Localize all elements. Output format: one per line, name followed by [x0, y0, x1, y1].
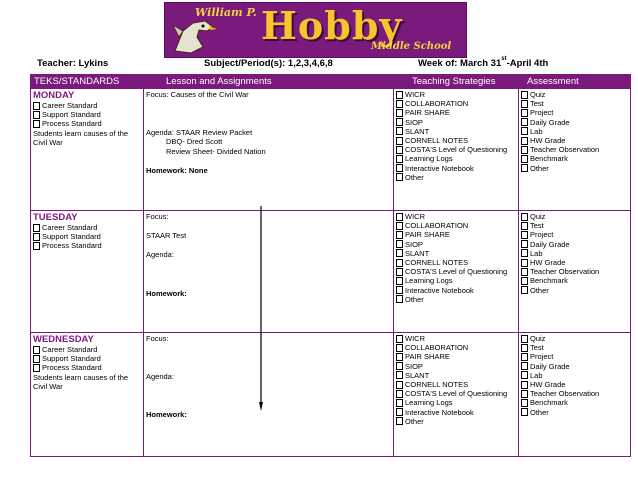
checkbox-icon [396, 353, 403, 361]
strategies-cell [394, 89, 519, 211]
teks-note: Students learn causes of the Civil War [33, 128, 129, 147]
strategy-checkbox[interactable]: COLLABORATION [396, 99, 516, 108]
strategy-checkbox[interactable]: Other [396, 295, 516, 304]
checkbox-icon [396, 335, 403, 343]
checkbox-icon [521, 222, 528, 230]
strategies-cell [394, 211, 519, 333]
standard-checkbox[interactable]: Career Standard [33, 223, 141, 232]
strategy-checkbox[interactable]: Interactive Notebook [396, 164, 516, 173]
assessment-checkbox[interactable]: Lab [521, 127, 628, 136]
agenda-item: DBQ- Dred Scott [166, 137, 223, 147]
assessment-checkbox[interactable]: Test [521, 221, 628, 230]
assessment-checkbox[interactable]: Other [521, 164, 628, 173]
table-row [31, 89, 631, 211]
assessment-checkbox[interactable]: HW Grade [521, 136, 628, 145]
assessment-checkbox[interactable]: Quiz [521, 90, 628, 99]
lesson-plan-table [30, 74, 631, 457]
checkbox-icon [396, 109, 403, 117]
day-name: TUESDAY [33, 212, 78, 223]
logo-line1: William P. [195, 6, 257, 19]
teacher-label: Teacher: Lykins [37, 58, 109, 69]
strategy-checkbox[interactable]: Interactive Notebook [396, 286, 516, 295]
strategy-checkbox[interactable]: PAIR SHARE [396, 352, 516, 361]
lesson-cell [144, 333, 394, 457]
strategy-checkbox[interactable]: COLLABORATION [396, 343, 516, 352]
checkbox-icon [521, 146, 528, 154]
checkbox-icon [396, 371, 403, 379]
standard-checkbox[interactable]: Process Standard [33, 119, 141, 128]
checkbox-icon [521, 344, 528, 352]
checkbox-icon [396, 390, 403, 398]
logo-title: Hobby [261, 3, 403, 48]
checkbox-icon [521, 390, 528, 398]
checkbox-icon [521, 240, 528, 248]
checkbox-icon [521, 371, 528, 379]
lesson-cell [144, 211, 394, 333]
standard-checkbox[interactable]: Career Standard [33, 101, 141, 110]
week-superscript: st [501, 56, 507, 62]
checkbox-icon [521, 155, 528, 163]
checkbox-icon [396, 408, 403, 416]
assessment-checkbox[interactable]: Project [521, 352, 628, 361]
assessment-checkbox[interactable]: Teacher Observation [521, 145, 628, 154]
checkbox-icon [396, 127, 403, 135]
checkbox-icon [521, 137, 528, 145]
checkbox-icon [396, 240, 403, 248]
homework-text: Homework: None [146, 165, 208, 175]
checkbox-icon [396, 118, 403, 126]
assessment-checkbox[interactable]: Daily Grade [521, 240, 628, 249]
strategy-checkbox[interactable]: COLLABORATION [396, 221, 516, 230]
column-header: Teaching Strategies [394, 75, 519, 89]
standard-checkbox[interactable]: Support Standard [33, 110, 141, 119]
checkbox-icon [396, 213, 403, 221]
checkbox-icon [521, 286, 528, 294]
strategy-checkbox[interactable]: PAIR SHARE [396, 230, 516, 239]
focus-text: Focus: [146, 212, 169, 221]
standard-checkbox[interactable]: Support Standard [33, 232, 141, 241]
checkbox-icon [33, 102, 40, 110]
eagle-mascot-icon [169, 13, 221, 57]
strategy-checkbox[interactable]: Learning Logs [396, 154, 516, 163]
checkbox-icon [521, 381, 528, 389]
column-header: Assessment [519, 75, 631, 89]
checkbox-icon [396, 344, 403, 352]
strategy-checkbox[interactable]: COSTA'S Level of Questioning [396, 145, 516, 154]
column-header: TEKS/STANDARDS [31, 75, 144, 89]
school-logo [164, 2, 467, 58]
focus-text: Focus: Causes of the Civil War [146, 90, 249, 99]
checkbox-icon [396, 362, 403, 370]
strategy-checkbox[interactable]: CORNELL NOTES [396, 136, 516, 145]
checkbox-icon [396, 137, 403, 145]
checkbox-icon [396, 381, 403, 389]
homework-text: Homework: [146, 410, 187, 420]
checkbox-icon [396, 100, 403, 108]
assessment-checkbox[interactable]: Quiz [521, 334, 628, 343]
checkbox-icon [521, 118, 528, 126]
week-prefix: Week of: March 31 [418, 58, 502, 69]
standard-checkbox[interactable]: Career Standard [33, 345, 141, 354]
checkbox-icon [521, 335, 528, 343]
focus-text: Focus: [146, 334, 169, 343]
checkbox-icon [33, 224, 40, 232]
strategy-checkbox[interactable]: CORNELL NOTES [396, 380, 516, 389]
agenda-item: Review Sheet- Divided Nation [166, 146, 266, 156]
checkbox-icon [396, 164, 403, 172]
agenda-text: Agenda: STAAR Review Packet [146, 128, 253, 138]
assessment-checkbox[interactable]: HW Grade [521, 258, 628, 267]
agenda-text: Agenda: [146, 372, 174, 382]
checkbox-icon [33, 111, 40, 119]
checkbox-icon [396, 155, 403, 163]
checkbox-icon [521, 164, 528, 172]
assessment-checkbox[interactable]: Benchmark [521, 154, 628, 163]
checkbox-icon [396, 222, 403, 230]
teks-cell [31, 89, 144, 211]
strategy-checkbox[interactable]: Other [396, 417, 516, 426]
checkbox-icon [33, 233, 40, 241]
assessment-cell [519, 89, 631, 211]
standard-checkbox[interactable]: Support Standard [33, 354, 141, 363]
checkbox-icon [33, 120, 40, 128]
assessment-checkbox[interactable]: Teacher Observation [521, 267, 628, 276]
strategy-checkbox[interactable]: Learning Logs [396, 398, 516, 407]
strategy-checkbox[interactable]: Interactive Notebook [396, 408, 516, 417]
checkbox-icon [396, 295, 403, 303]
logo-line2: Middle School [371, 41, 452, 52]
checkbox-icon [521, 268, 528, 276]
assessment-checkbox[interactable]: Lab [521, 371, 628, 380]
checkbox-icon [396, 91, 403, 99]
checkbox-icon [396, 231, 403, 239]
checkbox-icon [521, 127, 528, 135]
column-header: Lesson and Assignments [144, 75, 394, 89]
teks-note: Students learn causes of the Civil War [33, 372, 129, 391]
assessment-checkbox[interactable]: Daily Grade [521, 118, 628, 127]
assessment-checkbox[interactable]: Daily Grade [521, 362, 628, 371]
checkbox-icon [396, 259, 403, 267]
checkbox-icon [396, 286, 403, 294]
checkbox-icon [521, 259, 528, 267]
strategies-cell [394, 333, 519, 457]
checkbox-icon [396, 268, 403, 276]
checkbox-icon [396, 399, 403, 407]
assessment-checkbox[interactable]: Other [521, 408, 628, 417]
assessment-checkbox[interactable]: Quiz [521, 212, 628, 221]
teks-cell [31, 211, 144, 333]
homework-text: Homework: [146, 288, 187, 298]
checkbox-icon [396, 277, 403, 285]
assessment-checkbox[interactable]: Test [521, 99, 628, 108]
checkbox-icon [521, 213, 528, 221]
checkbox-icon [33, 364, 40, 372]
strategy-checkbox[interactable]: CORNELL NOTES [396, 258, 516, 267]
strategy-checkbox[interactable]: PAIR SHARE [396, 108, 516, 117]
checkbox-icon [521, 109, 528, 117]
assessment-checkbox[interactable]: Benchmark [521, 276, 628, 285]
table-row [31, 333, 631, 457]
checkbox-icon [396, 146, 403, 154]
strategy-checkbox[interactable]: COSTA'S Level of Questioning [396, 389, 516, 398]
checkbox-icon [521, 100, 528, 108]
checkbox-icon [396, 173, 403, 181]
strategy-checkbox[interactable]: SLANT [396, 371, 516, 380]
strategy-checkbox[interactable]: Other [396, 173, 516, 182]
assessment-checkbox[interactable]: Project [521, 108, 628, 117]
assessment-cell [519, 211, 631, 333]
table-header-row [31, 75, 631, 89]
assessment-checkbox[interactable]: Benchmark [521, 398, 628, 407]
strategy-checkbox[interactable]: Learning Logs [396, 276, 516, 285]
assessment-checkbox[interactable]: Project [521, 230, 628, 239]
checkbox-icon [33, 242, 40, 250]
checkbox-icon [33, 355, 40, 363]
strategy-checkbox[interactable]: SLANT [396, 127, 516, 136]
strategy-checkbox[interactable]: COSTA'S Level of Questioning [396, 267, 516, 276]
lesson-extra-text: STAAR Test [146, 231, 187, 241]
checkbox-icon [521, 91, 528, 99]
strategy-checkbox[interactable]: SIOP [396, 240, 516, 249]
table-row [31, 211, 631, 333]
standard-checkbox[interactable]: Process Standard [33, 241, 141, 250]
week-suffix: -April 4th [506, 58, 549, 69]
assessment-checkbox[interactable]: Other [521, 286, 628, 295]
checkbox-icon [396, 417, 403, 425]
down-arrow-icon [259, 206, 263, 411]
agenda-text: Agenda: [146, 250, 174, 260]
checkbox-icon [521, 399, 528, 407]
teks-cell [31, 333, 144, 457]
strategy-checkbox[interactable]: WICR [396, 90, 516, 99]
day-name: MONDAY [33, 90, 75, 101]
header-line [0, 58, 638, 72]
checkbox-icon [396, 249, 403, 257]
assessment-checkbox[interactable]: Lab [521, 249, 628, 258]
subject-label: Subject/Period(s): 1,2,3,4,6,8 [204, 58, 333, 69]
day-name: WEDNESDAY [33, 334, 94, 345]
checkbox-icon [33, 346, 40, 354]
strategy-checkbox[interactable]: SLANT [396, 249, 516, 258]
checkbox-icon [521, 231, 528, 239]
lesson-cell [144, 89, 394, 211]
strategy-checkbox[interactable]: SIOP [396, 118, 516, 127]
checkbox-icon [521, 408, 528, 416]
strategy-checkbox[interactable]: SIOP [396, 362, 516, 371]
assessment-cell [519, 333, 631, 457]
strategy-checkbox[interactable]: WICR [396, 334, 516, 343]
checkbox-icon [521, 277, 528, 285]
checkbox-icon [521, 362, 528, 370]
strategy-checkbox[interactable]: WICR [396, 212, 516, 221]
assessment-checkbox[interactable]: Teacher Observation [521, 389, 628, 398]
assessment-checkbox[interactable]: Test [521, 343, 628, 352]
assessment-checkbox[interactable]: HW Grade [521, 380, 628, 389]
standard-checkbox[interactable]: Process Standard [33, 363, 141, 372]
week-label [418, 58, 548, 69]
checkbox-icon [521, 249, 528, 257]
checkbox-icon [521, 353, 528, 361]
